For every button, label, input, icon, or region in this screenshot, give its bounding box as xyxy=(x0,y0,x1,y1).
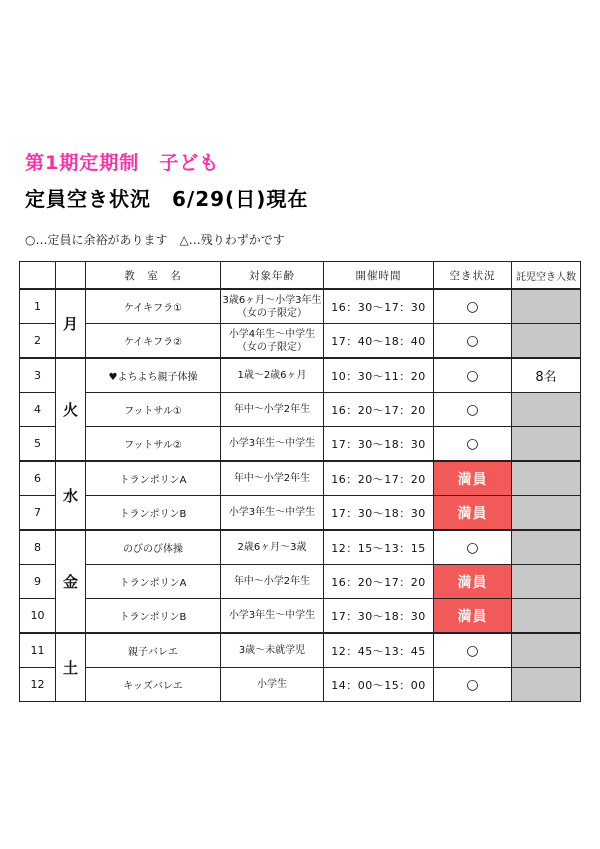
nursery-cell xyxy=(512,530,581,565)
header-target-age: 対象年齢 xyxy=(221,262,324,290)
header-status: 空き状況 xyxy=(434,262,512,290)
nursery-cell xyxy=(512,496,581,531)
target-age-main: 小学4年生～中学生 xyxy=(228,328,316,340)
table-row xyxy=(20,530,581,565)
nursery-cell xyxy=(512,461,581,496)
legend-text: ○…定員に余裕があります △…残りわずかです xyxy=(25,233,285,247)
table-row xyxy=(20,565,581,599)
status-full-badge: 満員 xyxy=(434,565,512,599)
table-row xyxy=(20,324,581,359)
class-name: トランポリンA xyxy=(86,461,221,496)
nursery-cell xyxy=(512,565,581,599)
row-number: 9 xyxy=(20,565,56,599)
target-age: 小学3年生～中学生 xyxy=(221,599,324,634)
row-number: 3 xyxy=(20,358,56,393)
class-name: 親子バレエ xyxy=(86,633,221,668)
class-time: 12：15～13：15 xyxy=(324,530,434,565)
status-cell: ○ xyxy=(434,358,512,393)
class-name: トランポリンA xyxy=(86,565,221,599)
target-age: 1歳～2歳6ヶ月 xyxy=(221,358,324,393)
status-cell: ○ xyxy=(434,668,512,702)
nursery-cell xyxy=(512,289,581,324)
class-time: 12：45～13：45 xyxy=(324,633,434,668)
day-cell-saturday: 土 xyxy=(56,633,86,702)
status-cell: ○ xyxy=(434,633,512,668)
day-cell-monday: 月 xyxy=(56,289,86,358)
status-full-badge: 満員 xyxy=(434,461,512,496)
table-row xyxy=(20,393,581,427)
row-number: 4 xyxy=(20,393,56,427)
target-age: 小学3年生～中学生 xyxy=(221,496,324,531)
target-age xyxy=(221,324,324,359)
target-age: 3歳～未就学児 xyxy=(221,633,324,668)
row-number: 12 xyxy=(20,668,56,702)
class-time: 16：20～17：20 xyxy=(324,565,434,599)
page-subtitle: 定員空き状況 6/29(日)現在 xyxy=(25,187,309,211)
class-time: 16：20～17：20 xyxy=(324,393,434,427)
class-time: 16：20～17：20 xyxy=(324,461,434,496)
class-name: ケイキフラ① xyxy=(86,289,221,324)
table-row xyxy=(20,496,581,531)
class-name: トランポリンB xyxy=(86,496,221,531)
header-class-name: 教 室 名 xyxy=(86,262,221,290)
class-time: 16：30～17：30 xyxy=(324,289,434,324)
target-age: 年中～小学2年生 xyxy=(221,565,324,599)
class-time: 17：30～18：30 xyxy=(324,496,434,531)
nursery-cell: 8名 xyxy=(512,358,581,393)
nursery-cell xyxy=(512,324,581,359)
day-cell-friday: 金 xyxy=(56,530,86,633)
target-age: 小学3年生～中学生 xyxy=(221,427,324,462)
class-time: 14：00～15：00 xyxy=(324,668,434,702)
page-title: 第1期定期制 子ども xyxy=(25,152,220,174)
target-age: 年中～小学2年生 xyxy=(221,393,324,427)
status-cell: ○ xyxy=(434,324,512,359)
header-nursery: 託児空き人数 xyxy=(512,262,581,290)
table-row xyxy=(20,427,581,462)
class-name: フットサル② xyxy=(86,427,221,462)
target-age-main: 3歳6ヶ月～小学3年生 xyxy=(222,294,322,306)
class-time: 17：30～18：30 xyxy=(324,427,434,462)
class-time: 17：40～18：40 xyxy=(324,324,434,359)
table-row xyxy=(20,461,581,496)
day-cell-wednesday: 水 xyxy=(56,461,86,530)
target-age-note: （女の子限定） xyxy=(237,307,307,319)
header-time: 開催時間 xyxy=(324,262,434,290)
status-cell: ○ xyxy=(434,289,512,324)
row-number: 7 xyxy=(20,496,56,531)
target-age: 2歳6ヶ月～3歳 xyxy=(221,530,324,565)
class-name: トランポリンB xyxy=(86,599,221,634)
table-row xyxy=(20,599,581,634)
class-time: 17：30～18：30 xyxy=(324,599,434,634)
target-age: 年中～小学2年生 xyxy=(221,461,324,496)
table-row xyxy=(20,633,581,668)
row-number: 1 xyxy=(20,289,56,324)
status-full-badge: 満員 xyxy=(434,599,512,634)
class-name: ♥よちよち親子体操 xyxy=(86,358,221,393)
status-full-badge: 満員 xyxy=(434,496,512,531)
target-age-note: （女の子限定） xyxy=(237,341,307,353)
status-cell: ○ xyxy=(434,530,512,565)
row-number: 2 xyxy=(20,324,56,359)
row-number: 10 xyxy=(20,599,56,634)
nursery-cell xyxy=(512,427,581,462)
availability-table xyxy=(19,261,581,702)
header-day xyxy=(56,262,86,290)
class-name: フットサル① xyxy=(86,393,221,427)
nursery-cell xyxy=(512,393,581,427)
row-number: 11 xyxy=(20,633,56,668)
table-row xyxy=(20,289,581,324)
header-number xyxy=(20,262,56,290)
target-age: 小学生 xyxy=(221,668,324,702)
class-name: ケイキフラ② xyxy=(86,324,221,359)
row-number: 8 xyxy=(20,530,56,565)
class-name: キッズバレエ xyxy=(86,668,221,702)
row-number: 6 xyxy=(20,461,56,496)
status-cell: ○ xyxy=(434,427,512,462)
table-row xyxy=(20,358,581,393)
target-age xyxy=(221,289,324,324)
row-number: 5 xyxy=(20,427,56,462)
table-header-row xyxy=(20,262,581,290)
class-time: 10：30～11：20 xyxy=(324,358,434,393)
nursery-cell xyxy=(512,633,581,668)
status-cell: ○ xyxy=(434,393,512,427)
nursery-cell xyxy=(512,599,581,634)
nursery-cell xyxy=(512,668,581,702)
day-cell-tuesday: 火 xyxy=(56,358,86,461)
class-name: のびのび体操 xyxy=(86,530,221,565)
table-row xyxy=(20,668,581,702)
